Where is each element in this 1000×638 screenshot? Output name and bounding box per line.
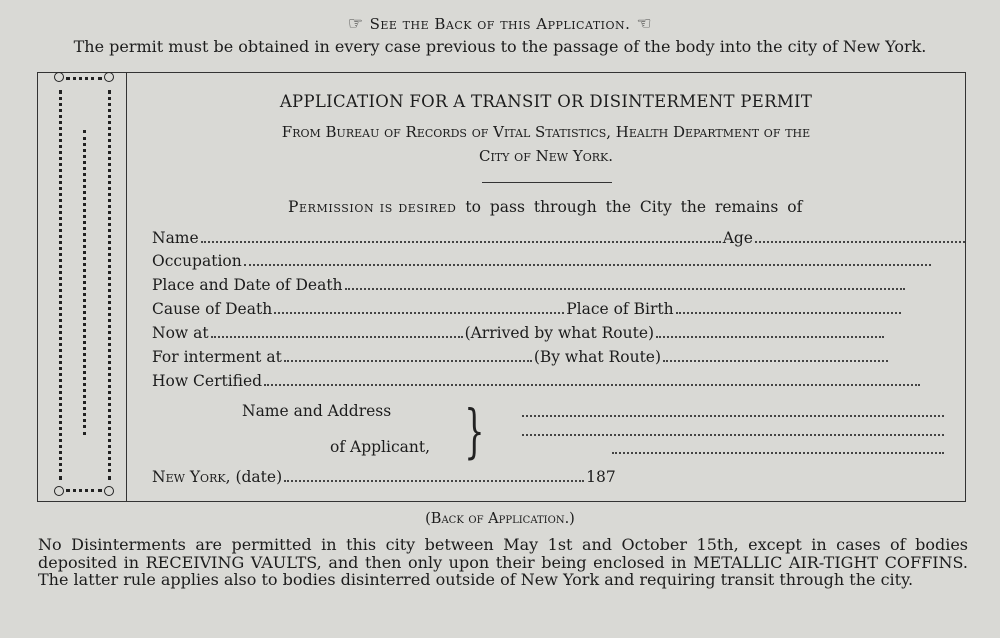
perforation-dots-left <box>59 90 62 480</box>
permission-lead: Permission is desired <box>288 198 457 216</box>
applicant-field-3[interactable] <box>612 451 944 454</box>
back-title: (Back of Application.) <box>425 511 575 527</box>
applicant-field-2[interactable] <box>522 433 944 436</box>
cause-death-field[interactable] <box>274 311 564 314</box>
place-birth-label: Place of Birth <box>566 300 674 318</box>
applicant-field-1[interactable] <box>522 414 944 417</box>
interment-field[interactable] <box>284 359 532 362</box>
interment-row <box>152 347 890 367</box>
perforation-ring-bottom-left <box>54 486 64 496</box>
city-line: City of New York. <box>478 147 614 165</box>
new-york-label: New York, <box>152 468 231 486</box>
by-route-label: (By what Route) <box>533 348 662 366</box>
of-applicant-label: of Applicant, <box>330 438 431 456</box>
occupation-field[interactable] <box>244 263 931 266</box>
age-field[interactable] <box>755 240 965 243</box>
see-back-text: See the Back of this Application. <box>369 15 631 33</box>
date-label: (date) <box>235 468 283 486</box>
title-rule <box>482 182 612 183</box>
how-certified-label: How Certified <box>152 372 263 390</box>
arrived-route-label: (Arrived by what Route) <box>464 324 655 342</box>
occupation-row <box>152 251 933 271</box>
place-date-death-field[interactable] <box>345 287 905 290</box>
place-date-death-label: Place and Date of Death <box>152 276 343 294</box>
form-title: APPLICATION FOR A TRANSIT OR DISINTERMENT PERMIT <box>279 92 813 111</box>
pointing-hand-right-icon: ☞ <box>347 14 364 34</box>
pointing-hand-left-icon: ☜ <box>636 14 653 34</box>
name-row <box>152 228 967 248</box>
back-paragraph: No Disinterments are permitted in this city between May 1st and October 15th, except in cases of bodies deposited in RECEIVING VAULTS, and then only upon their being enclosed in METALLIC AIR-TIGHT COFFINS. The latter rule applies also to bodies disinterred outside of New York and requiring transit through the city. <box>38 535 968 589</box>
permit-rule-text: The permit must be obtained in every case previous to the passage of the body into the city of New York. <box>73 37 927 56</box>
name-field[interactable] <box>201 240 721 243</box>
perforation-dots-top <box>66 77 102 80</box>
now-at-label: Now at <box>152 324 209 342</box>
now-at-row <box>152 323 886 343</box>
age-label: Age <box>722 229 753 247</box>
perforation-dots-right <box>108 90 111 480</box>
interment-label: For interment at <box>152 348 282 366</box>
year-label: 187 <box>586 468 616 486</box>
occupation-label: Occupation <box>152 252 242 270</box>
permission-rest: to pass through the City the remains of <box>456 198 803 216</box>
cause-death-label: Cause of Death <box>152 300 273 318</box>
date-row <box>152 467 616 487</box>
now-at-field[interactable] <box>211 335 463 338</box>
place-birth-field[interactable] <box>676 311 901 314</box>
perforation-ring-top-right <box>104 72 114 82</box>
perforation-dots-bottom <box>66 489 102 492</box>
arrived-route-field[interactable] <box>656 335 884 338</box>
name-address-label: Name and Address <box>242 402 392 420</box>
perforation-dots-center <box>83 130 86 435</box>
name-label: Name <box>152 229 199 247</box>
by-route-field[interactable] <box>663 359 888 362</box>
date-field[interactable] <box>284 479 584 482</box>
place-date-death-row <box>152 275 907 295</box>
cause-death-row <box>152 299 903 319</box>
applicant-brace: } <box>464 397 485 465</box>
see-back-notice <box>0 14 1000 34</box>
bureau-line: From Bureau of Records of Vital Statistics, Health Department of the <box>281 123 811 141</box>
perforation-ring-bottom-right <box>104 486 114 496</box>
perforation-ring-top-left <box>54 72 64 82</box>
how-certified-field[interactable] <box>264 383 920 386</box>
how-certified-row <box>152 371 922 391</box>
permission-line <box>288 197 802 217</box>
